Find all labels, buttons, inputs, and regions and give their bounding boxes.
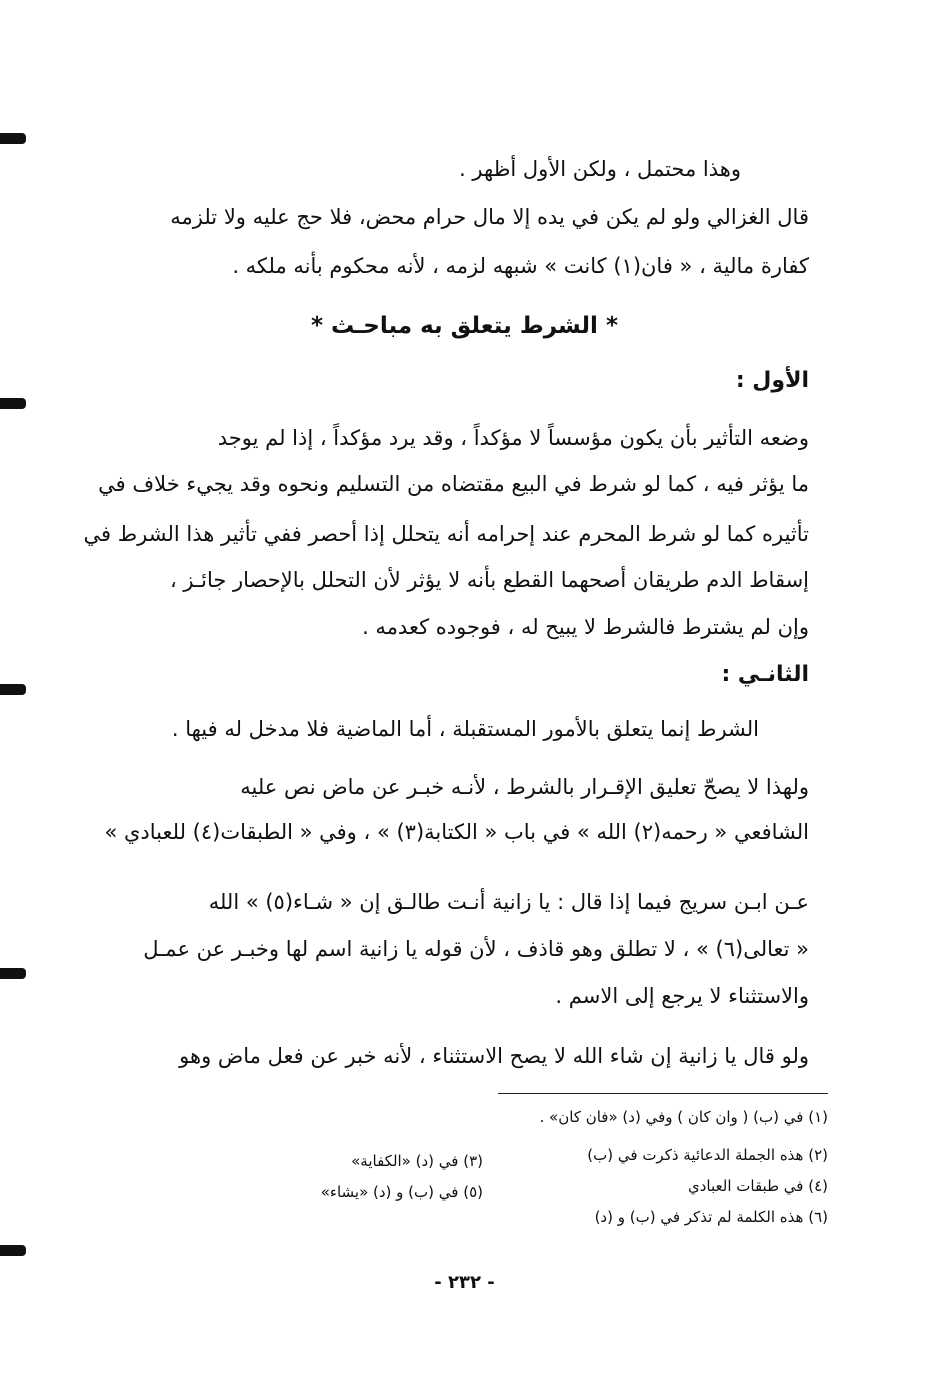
text-line: ولهذا لا يصحّ تعليق الإقـرار بالشرط ، لأنـه خبـر عن ماض نص عليه	[240, 775, 809, 799]
scan-mark	[0, 133, 26, 144]
text-line: تأثيره كما لو شرط المحرم عند إحرامه أنه يتحلل إذا أحصر ففي تأثير هذا الشرط في	[83, 522, 809, 546]
section-heading: * الشرط يتعلق به مباحـث *	[311, 313, 618, 339]
text-line: والاستثناء لا يرجع إلى الاسم .	[555, 984, 809, 1008]
footnote: (٣) في (د) «الكفاية»	[351, 1152, 483, 1170]
footnote-separator	[498, 1093, 828, 1094]
text-line: وهذا محتمل ، ولكن الأول أظهر .	[459, 157, 741, 181]
text-line: وإن لم يشترط فالشرط لا يبيح له ، فوجوده كعدمه .	[362, 615, 809, 639]
footnote: (٥) في (ب) و (د) «يشاء»	[320, 1183, 483, 1201]
scan-mark	[0, 684, 26, 695]
page-number: - ٢٣٢ -	[434, 1272, 495, 1293]
text-line: إسقاط الدم طريقان أصحهما القطع بأنه لا يؤثر لأن التحلل بالإحصار جائـز ،	[169, 568, 809, 592]
text-line: ما يؤثر فيه ، كما لو شرط في البيع مقتضاه من التسليم ونحوه وقد يجيء خلاف في	[98, 472, 809, 496]
scan-mark	[0, 398, 26, 409]
footnote: (٢) هذه الجملة الدعائية ذكرت في (ب)	[587, 1146, 828, 1164]
section-label-first: الأول :	[735, 368, 809, 393]
footnote: (٦) هذه الكلمة لم تذكر في (ب) و (د)	[594, 1208, 828, 1226]
footnote: (٤) في طبقات العبادي	[688, 1177, 828, 1195]
text-line: ولو قال يا زانية إن شاء الله لا يصح الاستثناء ، لأنه خبر عن فعل ماض وهو	[179, 1044, 809, 1068]
section-label-second: الثانـي :	[721, 662, 809, 687]
text-line: قال الغزالي ولو لم يكن في يده إلا مال حرام محض، فلا حج عليه ولا تلزمه	[170, 205, 809, 229]
scan-mark	[0, 968, 26, 979]
text-line: عـن ابـن سريج فيما إذا قال : يا زانية أنـت طالـق إن « شـاء(٥) » الله	[208, 890, 809, 914]
text-line: كفارة مالية ، « فان(١) كانت » شبهه لزمه ، لأنه محكوم بأنه ملكه .	[232, 254, 809, 278]
scan-mark	[0, 1245, 26, 1256]
text-line: الشرط إنما يتعلق بالأمور المستقبلة ، أما الماضية فلا مدخل له فيها .	[171, 717, 759, 741]
text-line: وضعه التأثير بأن يكون مؤسساً لا مؤكداً ، وقد يرد مؤكداً ، إذا لم يوجد	[217, 426, 809, 450]
footnote: (١) في (ب) ( وان كان ) وفي (د) «فان كان» .	[539, 1108, 828, 1126]
text-line: الشافعي « رحمه(٢) الله » في باب « الكتابة(٣) » ، وفي « الطبقات(٤) للعبادي »	[104, 820, 809, 844]
text-line: « تعالى(٦) » ، لا تطلق وهو قاذف ، لأن قوله يا زانية اسم لها وخبـر عن عمـل	[143, 937, 809, 961]
